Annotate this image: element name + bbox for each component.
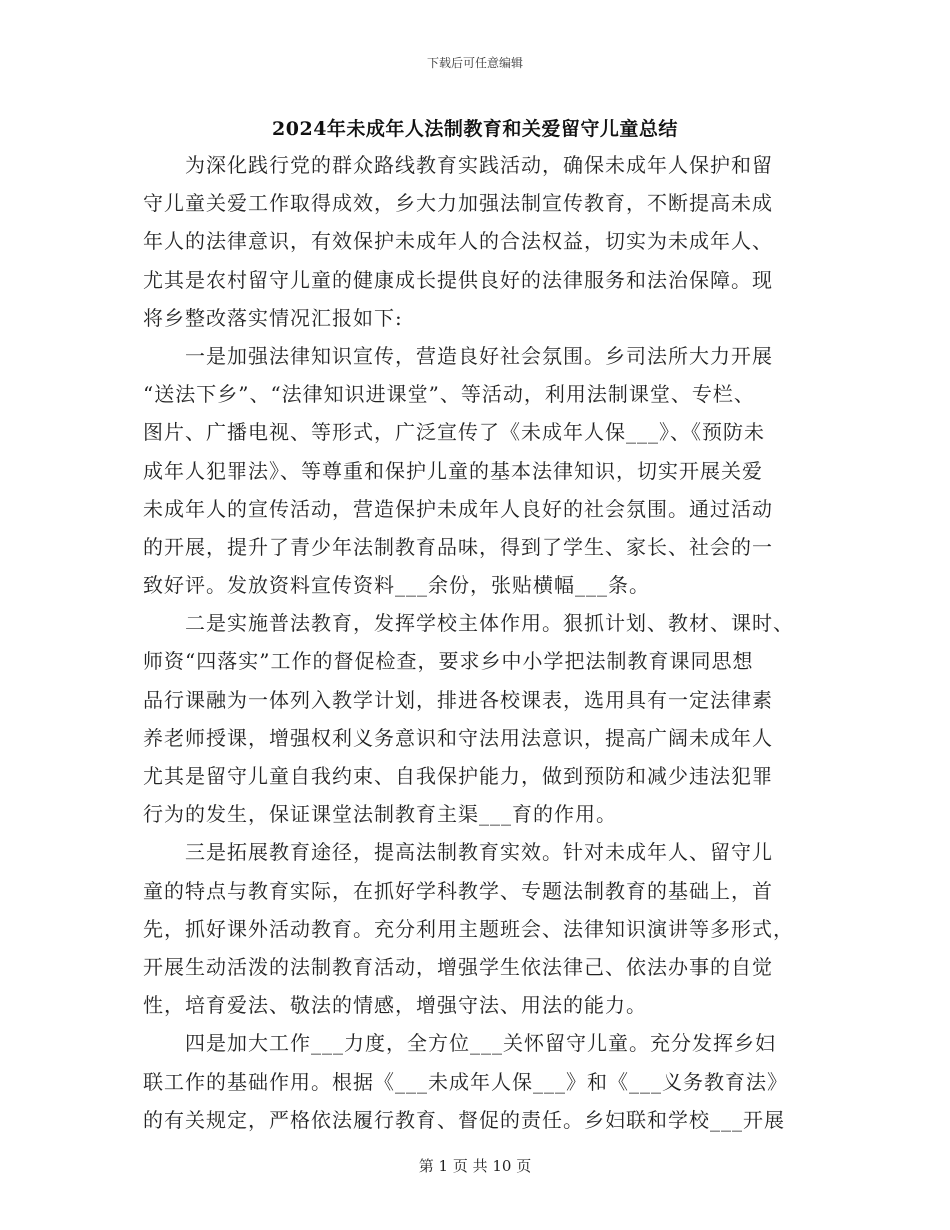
paragraph-3-line-3: 品行课融为一体列入教学计划，排进各校课表，选用具有一定法律素	[143, 687, 773, 712]
paragraph-3-line-1: 二是实施普法教育，发挥学校主体作用。狠抓计划、教材、课时、	[185, 611, 794, 636]
paragraph-4-line-3: 先，抓好课外活动教育。充分利用主题班会、法律知识演讲等多形式，	[143, 916, 794, 941]
page-number: 第 1 页 共 10 页	[418, 1157, 532, 1175]
document-body	[143, 146, 823, 1139]
paragraph-2-line-3: 图片、广播电视、等形式，广泛宣传了《未成年人保___》、《预防未	[143, 420, 765, 445]
paragraph-1-line-1: 为深化践行党的群众路线教育实践活动，确保未成年人保护和留	[185, 153, 773, 177]
paragraph-3-line-4: 养老师授课，增强权利义务意识和守法用法意识，提高广阔未成年人	[143, 725, 773, 750]
paragraph-1-line-5: 将乡整改落实情况汇报如下:	[143, 305, 403, 330]
paragraph-3-line-2: 师资“四落实”工作的督促检查，要求乡中小学把法制教育课同思想	[143, 649, 754, 674]
paragraph-2-line-4: 成年人犯罪法》、等尊重和保护儿童的基本法律知识，切实开展关爱	[143, 458, 763, 483]
paragraph-2-line-7: 致好评。发放资料宣传资料___余份，张贴横幅___条。	[143, 573, 650, 598]
page-header-note: 下载后可任意编辑	[426, 56, 523, 70]
paragraph-4-line-2: 童的特点与教育实际，在抓好学科教学、专题法制教育的基础上，首	[143, 878, 773, 903]
paragraph-4-line-5: 性，培育爱法、敬法的情感，增强守法、用法的能力。	[143, 993, 647, 1018]
paragraph-1-line-2: 守儿童关爱工作取得成效，乡大力加强法制宣传教育，不断提高未成	[143, 191, 773, 216]
paragraph-5-line-3: 的有关规定，严格依法履行教育、督促的责任。乡妇联和学校___开展	[143, 1107, 785, 1132]
paragraph-4-line-4: 开展生动活泼的法制教育活动，增强学生依法律己、依法办事的自觉	[143, 954, 773, 979]
paragraph-4-line-1: 三是拓展教育途径，提高法制教育实效。针对未成年人、留守儿	[185, 840, 773, 865]
paragraph-2-line-2: “送法下乡”、“法律知识进课堂”、等活动，利用法制课堂、专栏、	[143, 382, 755, 407]
paragraph-3-line-6: 行为的发生，保证课堂法制教育主渠___育的作用。	[143, 802, 617, 827]
paragraph-2-line-1: 一是加强法律知识宣传，营造良好社会氛围。乡司法所大力开展	[185, 343, 773, 368]
paragraph-2-line-6: 的开展，提升了青少年法制教育品味，得到了学生、家长、社会的一	[143, 534, 773, 559]
paragraph-5-line-2: 联工作的基础作用。根据《___未成年人保___》和《___义务教育法》	[143, 1069, 788, 1094]
paragraph-1-line-4: 尤其是农村留守儿童的健康成长提供良好的法律服务和法治保障。现	[143, 267, 773, 292]
paragraph-5-line-1: 四是加大工作___力度，全方位___关怀留守儿童。充分发挥乡妇	[185, 1031, 776, 1056]
paragraph-3-line-5: 尤其是留守儿童自我约束、自我保护能力，做到预防和减少违法犯罪	[143, 764, 773, 788]
paragraph-1-line-3: 年人的法律意识，有效保护未成年人的合法权益，切实为未成年人、	[143, 229, 773, 254]
document-title: 2024年未成年人法制教育和关爱留守儿童总结	[272, 118, 678, 140]
paragraph-2-line-5: 未成年人的宣传活动，营造保护未成年人良好的社会氛围。通过活动	[143, 496, 773, 521]
